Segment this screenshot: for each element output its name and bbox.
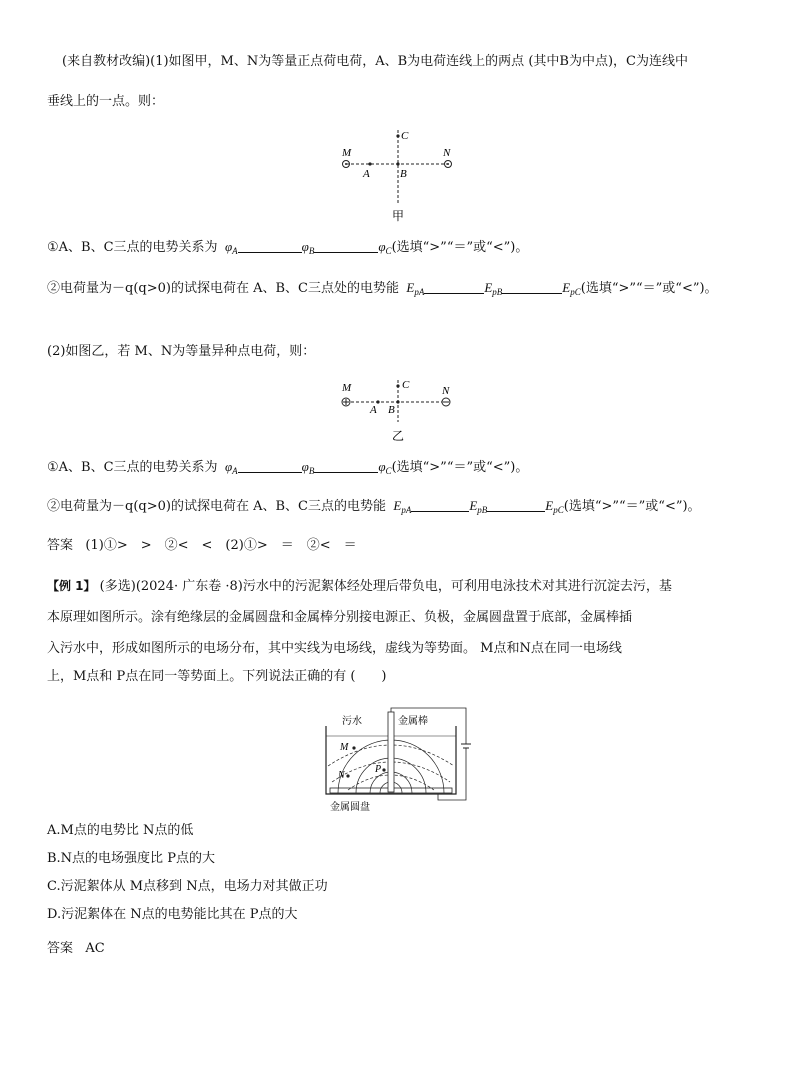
label-A: A	[363, 168, 370, 180]
label-N: N	[338, 770, 345, 781]
example-text-line1: (多选)(2024· 广东卷 ·8)污水中的污泥絮体经处理后带负电，可利用电泳技术对其进行沉淀去污，基	[99, 579, 672, 594]
label-C: C	[401, 130, 409, 142]
answer-1-label: 答案	[47, 538, 74, 553]
part2-q1-suffix: (选填“>”“＝”或“<”)。	[391, 460, 529, 475]
label-B: B	[400, 168, 407, 180]
label-M: M	[342, 147, 352, 159]
example-tag: 【例 1】	[47, 579, 96, 593]
option-a: A.M点的电势比 N点的低	[47, 823, 194, 838]
answer-1-text: (1)①> > ②< < (2)①> ＝ ②< ＝	[85, 538, 357, 553]
label-B: B	[388, 404, 395, 416]
label-C: C	[402, 379, 410, 391]
figure-label-jia: 甲	[392, 209, 405, 223]
label-water: 污水	[342, 716, 362, 727]
label-rod: 金属棒	[398, 716, 428, 727]
label-N: N	[443, 147, 451, 159]
part2-q2-prefix: ②电荷量为－q(q>0)的试探电荷在 A、B、C三点的电势能	[47, 499, 386, 514]
figure-electrophoresis	[318, 704, 478, 816]
example-line3: 入污水中，形成如图所示的电场分布，其中实线为电场线，虚线为等势面。 M点和N点在同一电场线	[47, 641, 622, 656]
option-b: B.N点的电场强度比 P点的大	[47, 851, 215, 866]
part1-q2-suffix: (选填“>”“＝”或“<”)。	[580, 281, 718, 296]
part1-q1-prefix: ①A、B、C三点的电势关系为	[47, 240, 218, 255]
label-disk: 金属圆盘	[330, 802, 370, 813]
figure-yi	[332, 376, 462, 446]
example-line1	[47, 577, 672, 596]
part2-q1-prefix: ①A、B、C三点的电势关系为	[47, 460, 218, 475]
example-line2: 本原理如图所示。涂有绝缘层的金属圆盘和金属棒分别接电源正、负极，金属圆盘置于底部，金属棒插	[47, 610, 633, 625]
part2-intro: (2)如图乙，若 M、N为等量异种点电荷，则：	[47, 344, 316, 359]
answer-2-text: AC	[85, 941, 105, 956]
label-N: N	[442, 385, 450, 397]
label-A: A	[370, 404, 377, 416]
part1-q1-suffix: (选填“>”“＝”或“<”)。	[391, 240, 529, 255]
example-line4: 上，M点和 P点在同一等势面上。下列说法正确的有 ( )	[47, 669, 387, 684]
answer-2-label: 答案	[47, 941, 74, 956]
part1-intro-line2: 垂线上的一点。则：	[47, 94, 165, 109]
label-M: M	[340, 742, 349, 753]
label-P: P	[375, 764, 382, 775]
figure-label-yi: 乙	[392, 429, 405, 443]
answer-1	[47, 537, 357, 555]
answer-2	[47, 940, 105, 958]
part1-intro-line1: (来自教材改编)(1)如图甲，M、N为等量正点荷电荷，A、B为电荷连线上的两点 (其中B为中点)，C为连线中	[62, 54, 688, 69]
part1-q2: ②电荷量为－q(q>0)的试探电荷在 A、B、C三点处的电势能 $E_{pA}$ $E_{pB}$ $E_{pC}$(选填“>”“＝”或“<”)。	[47, 280, 718, 297]
option-c: C.污泥絮体从 M点移到 N点，电场力对其做正功	[47, 879, 328, 894]
part2-q2: ②电荷量为－q(q>0)的试探电荷在 A、B、C三点的电势能 $E_{pA}$ $E_{pB}$ $E_{pC}$(选填“>”“＝”或“<”)。	[47, 498, 701, 515]
part1-q2-prefix: ②电荷量为－q(q>0)的试探电荷在 A、B、C三点处的电势能	[47, 281, 399, 296]
part1-q1: ①A、B、C三点的电势关系为 $\varphi_A$ $\varphi_B$ $\varphi_C$(选填“>”“＝”或“<”)。	[47, 239, 529, 256]
option-d: D.污泥絮体在 N点的电势能比其在 P点的大	[47, 907, 298, 922]
part2-q2-suffix: (选填“>”“＝”或“<”)。	[563, 499, 701, 514]
label-M: M	[342, 382, 352, 394]
part2-q1: ①A、B、C三点的电势关系为 $\varphi_A$ $\varphi_B$ $\varphi_C$(选填“>”“＝”或“<”)。	[47, 459, 529, 476]
figure-jia	[330, 126, 460, 226]
